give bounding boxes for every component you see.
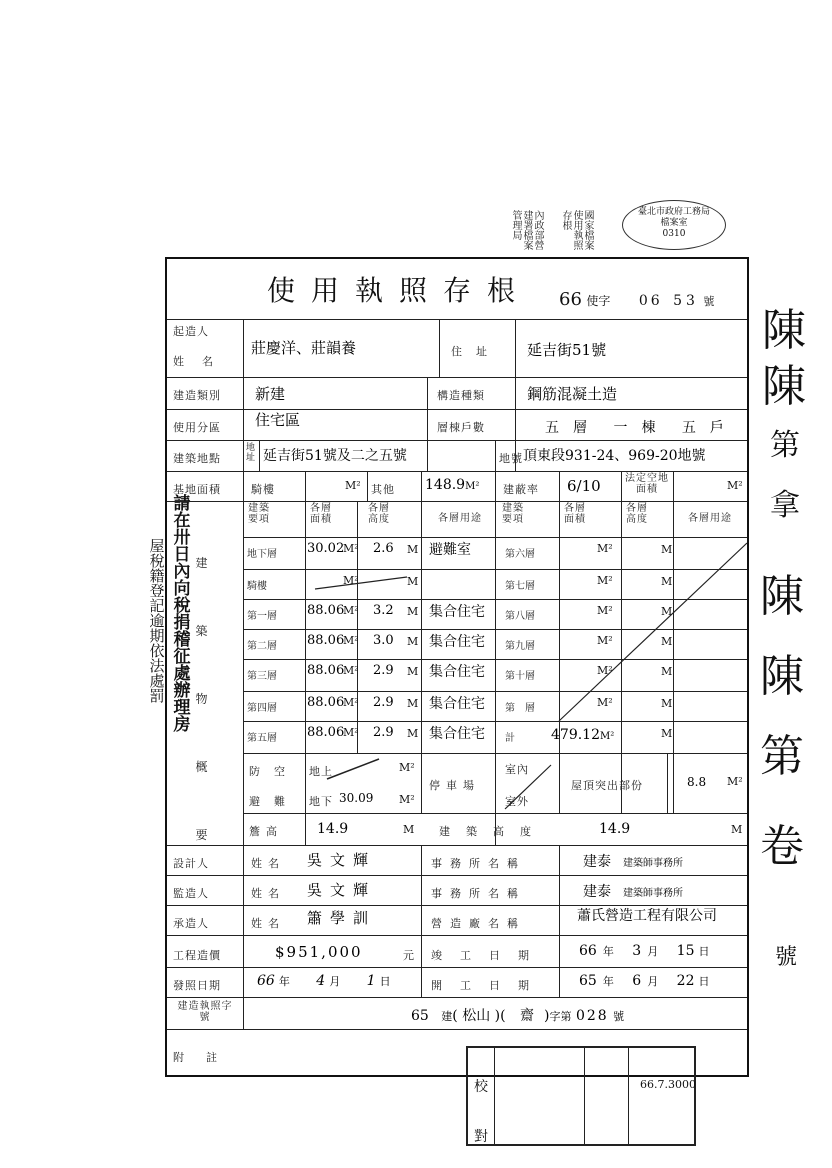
label-remarks: 附註 <box>173 1051 239 1064</box>
label-arcade: 騎樓 <box>251 483 275 496</box>
structure: 鋼筋混凝土造 <box>527 385 618 403</box>
site-lot: 頂東段931-24、969-20地號 <box>523 448 706 464</box>
floor-height-unit: M <box>407 575 419 588</box>
header-item-right: 建築要項 <box>502 503 524 525</box>
label-open-space: 法定空地面積 <box>625 473 669 495</box>
floor-area: 88.06 <box>307 633 345 648</box>
label-eave-height: 簷高 <box>249 825 283 838</box>
build-type: 新建 <box>255 385 286 403</box>
arcade-unit: M² <box>345 479 361 492</box>
label-contractor: 承造人 <box>173 917 209 930</box>
floor-name: 地下層 <box>247 549 277 560</box>
permit-ref: 65 建( 松山 )( 齋 )字第 028 號 <box>411 1008 625 1024</box>
archive-oval-stamp: 臺北市政府工務局 檔案室 0310 <box>622 200 726 250</box>
label-site-small: 地址 <box>245 443 256 463</box>
floor-use: 集合住宅 <box>429 604 485 620</box>
floor-area-unit: M² <box>343 574 359 587</box>
label-site: 建築地點 <box>173 452 221 465</box>
contractor-factory: 蕭氏營造工程有限公司 <box>577 908 717 924</box>
header-use: 各層用途 <box>438 513 482 524</box>
archive-stamp: 內政部營建署檔案管理局 <box>510 210 543 250</box>
designer-name: 吳文輝 <box>307 851 377 869</box>
building-height-unit: M <box>731 823 743 836</box>
header-floor-area: 各層面積 <box>310 503 332 525</box>
eave-unit: M <box>403 823 415 836</box>
label-parking: 停車場 <box>429 779 480 792</box>
side-char-9: 號 <box>775 945 798 970</box>
floor-area-unit-right: M² <box>597 604 613 617</box>
label-site-area: 基地面積 <box>173 483 221 496</box>
start-date: 65 年 6 月 22 日 <box>579 973 710 989</box>
label-zone: 使用分區 <box>173 421 221 434</box>
check-stamp <box>466 1046 696 1146</box>
air-raid-below: 30.09 <box>339 791 374 805</box>
floor-height: 2.6 <box>373 541 394 556</box>
floor-area-unit-right: M² <box>597 574 613 587</box>
floor-area: 88.06 <box>307 663 345 678</box>
floor-area-unit-right: M² <box>597 696 613 709</box>
label-build-type: 建造類別 <box>173 389 221 402</box>
floor-name-right: 第八層 <box>505 611 535 622</box>
completion-date: 66 年 3 月 15 日 <box>579 943 710 959</box>
floor-name-right: 第十層 <box>505 671 535 682</box>
contractor-name: 簫學訓 <box>307 909 377 927</box>
supervisor-name: 吳文輝 <box>307 881 377 899</box>
label-building-height: 建築高度 <box>439 825 547 838</box>
floor-use: 集合住宅 <box>429 726 485 742</box>
floor-area: 88.06 <box>307 725 345 740</box>
floor-name: 第五層 <box>247 733 277 744</box>
label-lot: 地號 <box>499 452 523 465</box>
label-address: 住址 <box>451 345 501 358</box>
floor-name-right: 第九層 <box>505 641 535 652</box>
floor-height-unit: M <box>407 665 419 678</box>
side-char-5: 陳 <box>760 571 804 622</box>
floor-area: 30.02 <box>307 541 345 556</box>
label-structure: 構造種類 <box>437 389 485 402</box>
side-char-6: 陳 <box>760 651 804 702</box>
side-char-7: 第 <box>760 731 804 782</box>
label-supervisor-office: 事務所名稱 <box>431 887 526 900</box>
floor-area-unit: M² <box>343 696 359 709</box>
floor-height-unit: M <box>407 605 419 618</box>
label-designer: 設計人 <box>173 857 209 870</box>
header-item: 建築要項 <box>248 503 270 525</box>
stamp-year-note: 66.7.3000 <box>640 1078 696 1091</box>
total-height-unit: M <box>661 727 673 740</box>
permit-number: 66 使字 06 53 號 <box>559 289 715 310</box>
floor-height-unit: M <box>407 727 419 740</box>
floor-name: 第四層 <box>247 703 277 714</box>
label-outdoor: 室外 <box>505 795 529 808</box>
label-building-outline: 建築物概要 <box>195 556 209 842</box>
label-builder: 起造人 <box>173 325 209 338</box>
floor-name: 第一層 <box>247 611 277 622</box>
floor-area: 88.06 <box>307 695 345 710</box>
header-floor-height-right: 各層高度 <box>626 503 648 525</box>
floor-height: 3.0 <box>373 633 394 648</box>
roof-unit: M² <box>727 775 743 788</box>
label-indoor: 室內 <box>505 763 529 776</box>
building-height: 14.9 <box>599 821 631 837</box>
coverage: 6/10 <box>567 477 601 495</box>
designer-office: 建泰 建築師事務所 <box>583 854 683 870</box>
label-supervisor-name: 姓名 <box>251 887 285 900</box>
zone: 住宅區 <box>255 411 301 429</box>
floor-use: 集合住宅 <box>429 634 485 650</box>
label-roof: 屋頂突出部份 <box>571 779 643 792</box>
side-char-8: 卷 <box>760 821 804 872</box>
floor-height-unit-right: M <box>661 665 673 678</box>
floor-height: 2.9 <box>373 663 394 678</box>
label-floors-units: 層棟戶數 <box>437 421 485 434</box>
header-floor-height: 各層高度 <box>368 503 390 525</box>
owner-address: 延吉街51號 <box>527 341 607 359</box>
form-title: 使用執照存根 <box>267 274 532 307</box>
floor-name-right: 第 層 <box>505 703 535 714</box>
label-designer-office: 事務所名稱 <box>431 857 526 870</box>
air-above-unit: M² <box>399 761 415 774</box>
floor-area-unit: M² <box>343 664 359 677</box>
label-issue-date: 發照日期 <box>173 979 221 992</box>
floor-area-unit-right: M² <box>597 542 613 555</box>
side-char-1: 陳 <box>762 305 806 356</box>
floors-units: 五 層 一 棟 五 戶 <box>545 420 724 436</box>
floor-height-unit-right: M <box>661 697 673 710</box>
label-designer-name: 姓名 <box>251 857 285 870</box>
label-other: 其他 <box>371 483 395 496</box>
header-use-right: 各層用途 <box>688 513 732 524</box>
check-label: 校對 <box>474 1079 488 1145</box>
floor-area-unit: M² <box>343 726 359 739</box>
floor-area: 88.06 <box>307 603 345 618</box>
tax-note-col2: 屋稅籍登記逾期依法處罰 <box>147 538 166 703</box>
floor-height-unit: M <box>407 543 419 556</box>
label-ground-above: 地上 <box>309 765 333 778</box>
floor-area-unit: M² <box>343 634 359 647</box>
roof-area: 8.8 <box>687 775 707 789</box>
air-below-unit: M² <box>399 793 415 806</box>
side-char-2: 陳 <box>762 361 806 412</box>
floor-use: 集合住宅 <box>429 696 485 712</box>
owner-name: 莊慶洋、莊韻養 <box>251 339 357 357</box>
label-cost: 工程造價 <box>173 949 221 962</box>
floor-name-right: 第七層 <box>505 581 535 592</box>
floor-name: 騎樓 <box>247 581 267 592</box>
side-char-3: 第 <box>770 428 800 463</box>
label-air-raid-2: 避難 <box>249 795 299 808</box>
cost-unit: 元 <box>403 949 415 962</box>
issue-date: 66 年 4 月 1 日 <box>257 973 391 989</box>
label-completion: 竣工日期 <box>431 949 547 962</box>
header-floor-area-right: 各層面積 <box>564 503 586 525</box>
total-area: 479.12M² <box>551 727 615 743</box>
label-coverage: 建蔽率 <box>503 483 539 496</box>
label-factory: 營造廠名稱 <box>431 917 526 930</box>
floor-height-unit-right: M <box>661 543 673 556</box>
open-space-unit: M² <box>727 479 743 492</box>
floor-height-unit: M <box>407 697 419 710</box>
floor-height: 2.9 <box>373 725 394 740</box>
floor-area-unit-right: M² <box>597 664 613 677</box>
floor-use: 集合住宅 <box>429 664 485 680</box>
label-permit-ref: 建造執照字號 <box>177 1001 233 1023</box>
cost: $951,000 <box>275 943 363 961</box>
floor-height-unit-right: M <box>661 605 673 618</box>
floor-name: 第二層 <box>247 641 277 652</box>
archive-stamp-2: 國家檔案使用執照存根 <box>560 210 593 250</box>
floor-area-unit: M² <box>343 542 359 555</box>
label-ground-below: 地下 <box>309 795 333 808</box>
floor-use: 避難室 <box>429 542 471 558</box>
site-address: 延吉街51號及二之五號 <box>263 448 407 464</box>
eave-height: 14.9 <box>317 821 349 837</box>
side-char-4: 拿 <box>770 488 800 523</box>
label-start: 開工日期 <box>431 979 547 992</box>
floor-height-unit-right: M <box>661 575 673 588</box>
floor-height: 2.9 <box>373 695 394 710</box>
floor-name-right: 第六層 <box>505 549 535 560</box>
other-area: 148.9M² <box>425 477 480 493</box>
floor-area-unit: M² <box>343 604 359 617</box>
floor-height-unit-right: M <box>661 635 673 648</box>
floor-name: 第三層 <box>247 671 277 682</box>
label-contractor-name: 姓名 <box>251 917 285 930</box>
tax-note-col1: 請在卅日內向稅捐稽征處辦理房 <box>169 494 190 732</box>
label-air-raid-1: 防空 <box>249 765 299 778</box>
supervisor-office: 建泰 建築師事務所 <box>583 884 683 900</box>
floor-name-right: 計 <box>505 733 531 744</box>
floor-height: 3.2 <box>373 603 394 618</box>
permit-form <box>165 257 749 1077</box>
floor-height-unit: M <box>407 635 419 648</box>
label-name: 姓名 <box>173 355 231 368</box>
floor-area-unit-right: M² <box>597 634 613 647</box>
label-supervisor: 監造人 <box>173 887 209 900</box>
